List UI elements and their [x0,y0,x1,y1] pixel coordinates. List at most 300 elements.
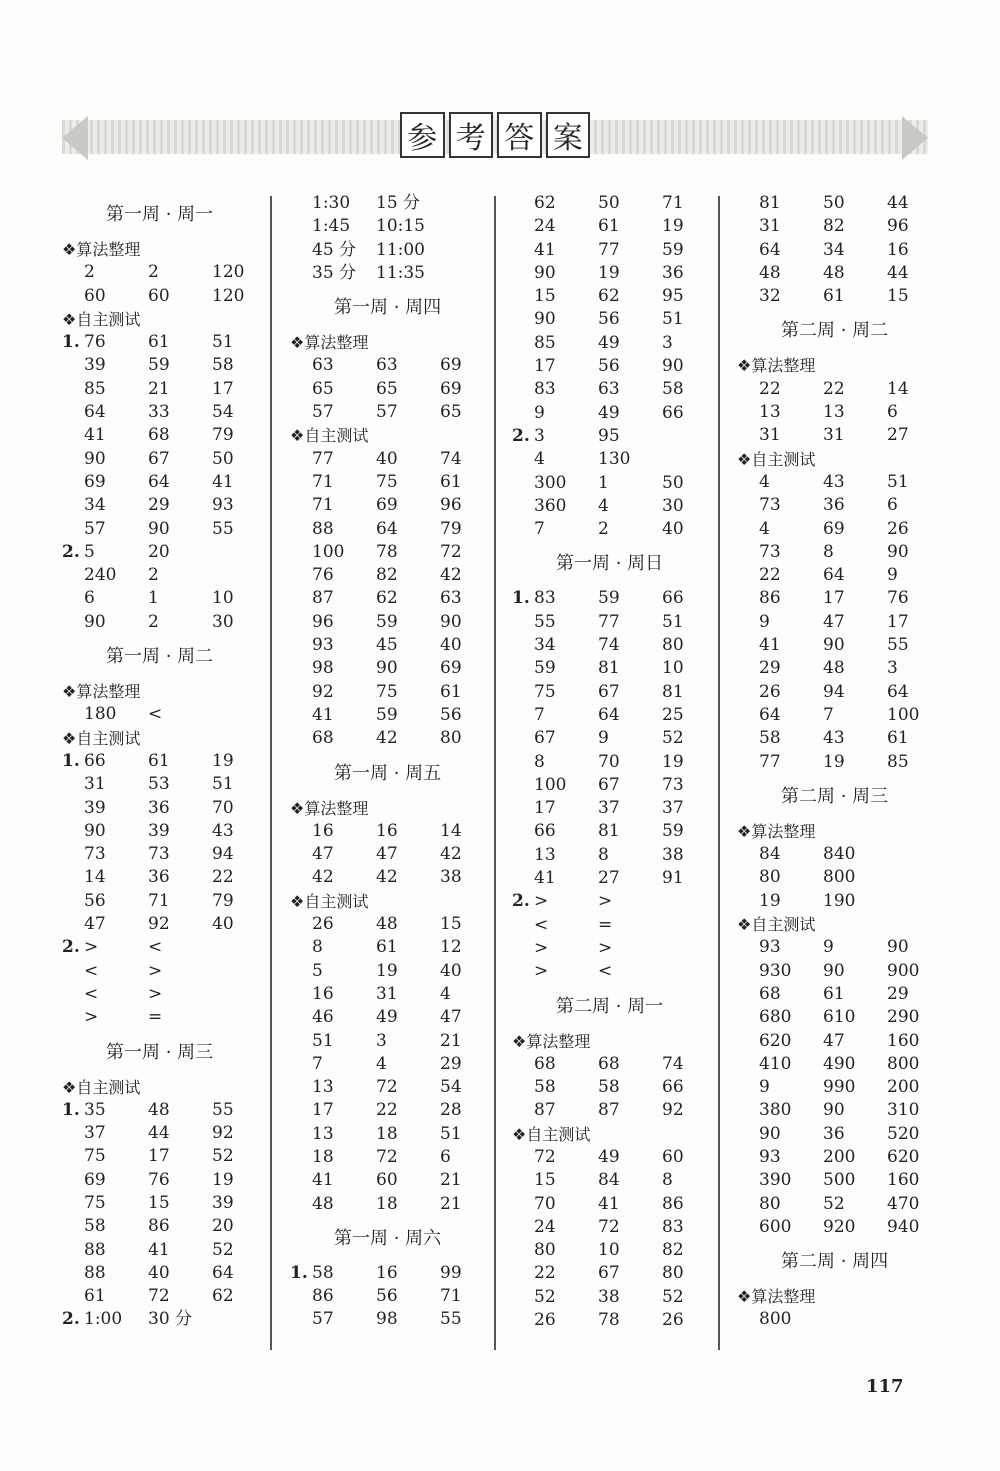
answer-row [512,1146,684,1169]
answer-value: > [148,960,163,981]
answer-value: 98 [312,658,334,679]
answer-value: 61 [440,681,462,702]
answer-value: 52 [212,1239,234,1260]
answer-row [62,960,213,983]
answer-value: 13 [534,844,556,865]
answer-value: 31 [376,983,398,1004]
answer-value: 64 [212,1262,234,1283]
answer-value: 120 [212,285,245,306]
answer-value: 73 [148,844,170,865]
answer-row [737,285,909,308]
answer-value: 81 [759,193,781,213]
answer-value: 72 [376,1146,398,1167]
answer-value: 9 [759,611,770,632]
answer-value: 93 [312,635,334,656]
answer-row [512,704,684,727]
answer-row [737,1146,920,1169]
answer-value: 61 [823,983,845,1004]
answer-value: 96 [887,216,909,237]
answer-value: 24 [534,216,556,237]
answer-value: 69 [440,355,462,376]
answer-value: 13 [823,402,845,423]
answer-value: 51 [662,611,684,632]
answer-row [512,820,684,843]
answer-value: 4 [440,983,451,1004]
answer-value: 19 [212,1169,234,1190]
answer-value: 92 [662,1100,684,1121]
answer-row [62,820,234,843]
answer-value: 43 [212,820,234,841]
answer-value: 2 [84,262,95,283]
answer-value: 20 [148,541,170,562]
answer-row [737,494,898,517]
answer-value: 22 [534,1263,556,1284]
answer-value: 48 [148,1099,170,1120]
answer-row [512,867,684,890]
answer-value: 19 [662,751,684,772]
answer-row [62,890,234,913]
answer-value: 1:00 [84,1309,123,1330]
answer-value: 73 [759,495,781,516]
subsection-label: ❖自主测试 [62,728,141,748]
answer-row [512,751,684,774]
answer-value: 16 [887,239,909,260]
answer-value: 18 [312,1146,334,1167]
answer-value: 26 [759,681,781,702]
answer-value: 71 [312,495,334,516]
answer-value: 61 [823,286,845,307]
answer-value: 81 [598,658,620,679]
answer-value: 56 [598,356,620,377]
answer-value: > [84,1007,99,1028]
answer-value: 37 [598,798,620,819]
answer-value: 9 [598,728,609,749]
answer-value: 13 [312,1077,334,1098]
answer-column [737,192,920,1332]
answer-row [62,1215,234,1238]
answer-value: 42 [440,565,462,586]
answer-value: 36 [823,495,845,516]
answer-value: 17 [887,611,909,632]
section-heading: 第二周 · 周三 [781,785,889,807]
answer-value: 8 [662,1170,673,1191]
answer-value: 34 [84,495,106,516]
answer-row [512,1076,684,1099]
answer-row [62,1192,234,1215]
answer-value: 42 [376,867,398,888]
answer-value: 31 [759,425,781,446]
answer-value: 63 [440,588,462,609]
answer-value: 56 [440,704,462,725]
answer-value: 500 [823,1170,856,1191]
answer-value: 51 [887,471,909,492]
answer-row [512,262,684,285]
answer-row [290,518,462,541]
answer-value: 57 [312,1309,334,1330]
answer-value: > [598,891,613,912]
answer-value: 46 [312,1007,334,1028]
answer-value: 42 [312,867,334,888]
answer-row [62,401,234,424]
answer-value: 47 [823,611,845,632]
answer-value: 45 [376,635,398,656]
answer-row [290,354,462,377]
answer-value: 88 [312,518,334,539]
answer-row [62,378,234,401]
answer-value: 600 [759,1216,792,1237]
answer-value: 17 [312,1100,334,1121]
answer-value: 900 [887,960,920,981]
answer-row [512,1309,684,1332]
answer-value: 62 [534,193,556,213]
answer-value: > [534,961,549,982]
answer-row [290,1308,462,1331]
answer-row [512,215,684,238]
answer-value: 67 [598,1263,620,1284]
answer-value: 48 [759,262,781,283]
answer-value: 200 [887,1077,920,1098]
subsection-label: ❖算法整理 [737,821,816,841]
subsection-label: ❖算法整理 [62,682,141,702]
answer-row [290,192,441,215]
answer-value: 93 [759,937,781,958]
answer-value: 59 [662,239,684,260]
answer-value: 520 [887,1123,920,1144]
answer-value: 50 [662,472,684,493]
answer-value: 61 [887,728,909,749]
answer-row [512,1286,684,1309]
answer-value: 70 [534,1193,556,1214]
answer-value: 94 [823,681,845,702]
answer-row [290,843,462,866]
answer-value: 64 [376,518,398,539]
answer-value: 69 [84,1169,106,1190]
subsection-label: ❖自主测试 [737,915,816,935]
answer-row [62,1169,234,1192]
answer-value: 79 [212,425,234,446]
answer-value: 64 [148,471,170,492]
answer-value: 77 [312,448,334,469]
answer-row [290,983,451,1006]
answer-banner [62,112,928,160]
answer-value: 63 [598,379,620,400]
answer-value: 92 [212,1123,234,1144]
answer-value: 80 [662,635,684,656]
answer-value: 39 [148,820,170,841]
question-number: 2. [512,891,530,912]
answer-value: 5 [312,960,323,981]
answer-value: 13 [312,1123,334,1144]
answer-value: 16 [376,1262,398,1283]
answer-value: 90 [823,960,845,981]
answer-value: 31 [759,216,781,237]
answer-row [737,1030,920,1053]
answer-row [512,518,684,541]
answer-value: 31 [84,774,106,795]
answer-row [737,1216,920,1239]
answer-value: 620 [759,1030,792,1051]
answer-value: 10 [598,1240,620,1261]
column-divider [270,196,272,1350]
answer-value: 58 [759,728,781,749]
answer-value: 52 [534,1286,556,1307]
answer-value: 71 [312,471,334,492]
answer-value: 83 [534,588,556,609]
answer-value: 62 [376,588,398,609]
answer-value: 51 [212,774,234,795]
answer-row [737,471,909,494]
answer-value: 680 [759,1007,792,1028]
answer-value: 51 [212,332,234,353]
question-number: 2. [62,541,80,562]
answer-row [62,1239,234,1262]
answer-row [62,797,234,820]
answer-row [290,471,462,494]
answer-value: 63 [312,355,334,376]
answer-value: 34 [534,635,556,656]
subsection-label: ❖自主测试 [737,449,816,469]
answer-value: 1:30 [312,193,351,213]
answer-row [512,611,684,634]
answer-value: 4 [759,471,770,492]
answer-value: 13 [759,402,781,423]
answer-value: 83 [662,1216,684,1237]
answer-value: 80 [759,1193,781,1214]
answer-value: 310 [887,1100,920,1121]
answer-value: 41 [84,425,106,446]
answer-value: 76 [887,588,909,609]
answer-value: 34 [823,239,845,260]
answer-row [290,401,462,424]
answer-value: 800 [759,1309,792,1330]
answer-value: 80 [534,1240,556,1261]
answer-row [737,1308,888,1331]
answer-value: 610 [823,1007,856,1028]
answer-row [737,401,898,424]
answer-value: 95 [598,425,620,446]
answer-row [737,936,909,959]
answer-value: 16 [312,983,334,1004]
answer-value: 80 [759,867,781,888]
answer-row [62,1262,234,1285]
answer-value: 90 [662,356,684,377]
answer-value: > [534,937,549,958]
subsection-label: ❖自主测试 [290,426,369,446]
answer-value: 41 [534,239,556,260]
answer-value: 940 [887,1216,920,1237]
answer-value: 64 [598,704,620,725]
answer-value: 44 [887,193,909,213]
answer-value: 360 [534,495,567,516]
banner-char: 案 [546,112,591,158]
answer-value: 36 [148,797,170,818]
answer-value: 15 分 [376,193,421,213]
answer-value: 90 [534,262,556,283]
answer-value: 18 [376,1123,398,1144]
answer-value: 27 [598,868,620,889]
answer-value: 54 [212,402,234,423]
answer-value: 59 [534,658,556,679]
answer-value: 19 [598,262,620,283]
answer-value: 76 [148,1169,170,1190]
answer-value: 84 [598,1170,620,1191]
answer-value: 63 [376,355,398,376]
answer-value: 8 [598,844,609,865]
answer-value: 38 [662,844,684,865]
answer-row [737,192,909,215]
answer-value: 90 [823,635,845,656]
answer-value: 90 [823,1100,845,1121]
answer-value: 21 [440,1193,462,1214]
answer-value: 17 [534,798,556,819]
answer-value: 58 [312,1262,334,1283]
answer-row [62,750,234,773]
answer-value: 37 [84,1123,106,1144]
answer-value: 300 [534,472,567,493]
answer-value: 71 [662,193,684,213]
answer-value: 160 [887,1170,920,1191]
answer-row [290,936,462,959]
answer-value: 48 [823,262,845,283]
answer-row [512,192,684,215]
answer-value: 1 [148,588,159,609]
answer-value: 62 [598,286,620,307]
answer-row [512,1239,684,1262]
answer-value: 66 [662,1077,684,1098]
question-number: 1. [62,332,80,353]
answer-row [62,1145,234,1168]
answer-value: 90 [759,1123,781,1144]
answer-value: 1 [598,472,609,493]
answer-value: 87 [312,588,334,609]
answer-value: 99 [440,1262,462,1283]
answer-value: 80 [440,728,462,749]
subsection-label: ❖算法整理 [62,240,141,259]
answer-row [290,727,462,750]
answer-value: > [84,937,99,958]
answer-value: 44 [887,262,909,283]
page-number: 117 [866,1376,904,1397]
answer-value: 49 [598,332,620,353]
answer-value: 7 [312,1053,323,1074]
answer-value: 86 [759,588,781,609]
answer-row [290,564,462,587]
answer-value: 70 [598,751,620,772]
answer-value: 19 [662,216,684,237]
answer-value: 77 [598,611,620,632]
answer-value: 66 [84,750,106,771]
answer-row [290,866,462,889]
answer-value: 16 [376,820,398,841]
answer-row [62,331,234,354]
answer-value: 75 [84,1146,106,1167]
answer-row [62,1099,234,1122]
answer-row [290,1169,462,1192]
answer-row [512,378,684,401]
answer-value: 29 [887,983,909,1004]
answer-value: 78 [598,1310,620,1331]
answer-value: 61 [376,937,398,958]
banner-char: 答 [497,112,542,158]
answer-row [512,402,684,425]
answer-row [290,215,441,238]
answer-value: 39 [84,355,106,376]
answer-value: 75 [84,1192,106,1213]
answer-row [512,355,684,378]
answer-value: 37 [662,798,684,819]
answer-row [290,960,462,983]
answer-value: 54 [440,1077,462,1098]
banner-char: 考 [449,112,494,158]
answer-value: 26 [662,1310,684,1331]
answer-value: < [534,914,549,935]
section-heading: 第二周 · 周一 [556,995,664,1017]
answer-value: 82 [376,565,398,586]
answer-value: 47 [823,1030,845,1051]
answer-value: 41 [598,1193,620,1214]
question-number: 1. [62,1099,80,1120]
answer-row [290,239,441,262]
answer-row [737,1006,920,1029]
answer-value: 29 [759,658,781,679]
answer-value: 95 [662,286,684,307]
answer-value: 15 [534,286,556,307]
answer-value: 4 [598,495,609,516]
subsection-label: ❖自主测试 [62,1077,141,1097]
answer-value: 38 [440,867,462,888]
answer-value: 2 [148,565,159,586]
answer-value: 59 [148,355,170,376]
answer-row [62,866,234,889]
answer-row [62,494,234,517]
answer-row [290,820,462,843]
answer-row [737,587,909,610]
subsection-label: ❖算法整理 [290,333,369,353]
answer-value: 57 [84,518,106,539]
answer-value: 10 [662,658,684,679]
answer-value: 39 [212,1192,234,1213]
answer-value: 85 [534,332,556,353]
answer-row [290,1193,462,1216]
question-number: 2. [62,937,80,958]
answer-value: 35 [84,1099,106,1120]
answer-value: 240 [84,565,117,586]
answer-value: 71 [440,1286,462,1307]
subsection-label: ❖自主测试 [62,309,141,329]
answer-value: 74 [440,448,462,469]
subsection-label: ❖自主测试 [512,1124,591,1144]
answer-row [512,890,663,913]
answer-row [290,1076,462,1099]
answer-value: 82 [662,1240,684,1261]
answer-row [737,983,909,1006]
answer-value: 75 [534,681,556,702]
answer-value: 64 [759,239,781,260]
question-number: 1. [290,1262,308,1283]
answer-row [737,564,898,587]
answer-value: 55 [440,1309,462,1330]
answer-row [290,704,462,727]
answer-value: 73 [759,541,781,562]
answer-value: 59 [376,704,398,725]
answer-value: 9 [534,402,545,423]
answer-column [290,192,462,1332]
answer-value: 90 [887,937,909,958]
answer-value: 40 [440,960,462,981]
answer-value: 55 [534,611,556,632]
answer-row [62,936,213,959]
answer-value: 17 [534,356,556,377]
